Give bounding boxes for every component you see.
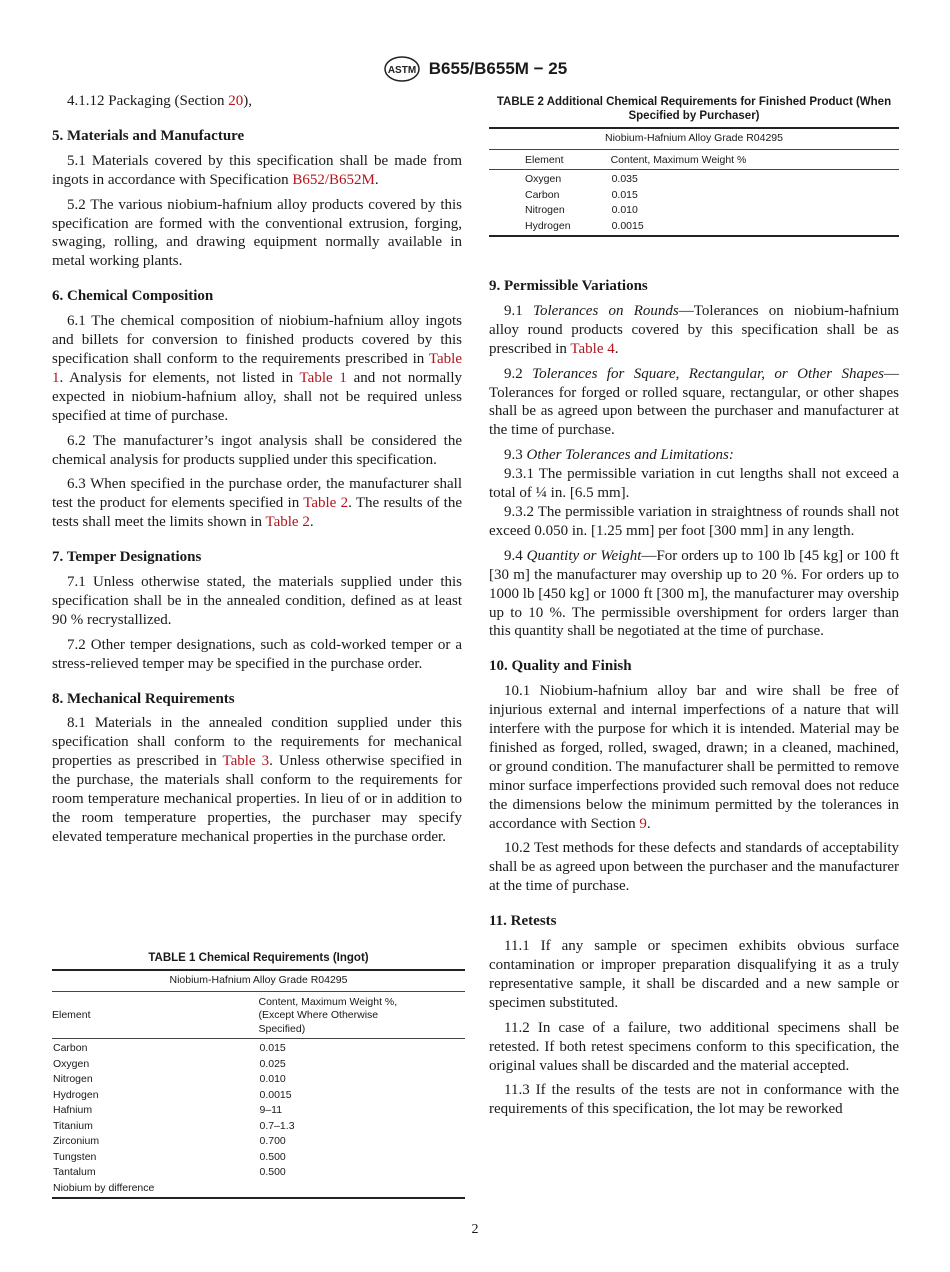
table-row: Zirconium 0.700 — [53, 1135, 286, 1147]
para-9-3: 9.3 Other Tolerances and Limitations: — [504, 447, 734, 464]
table-2-grid — [489, 127, 899, 237]
para-9-1: 9.1 Tolerances on Rounds—Tolerances on niobium-hafnium alloy round products covered by this specification shall be as prescribed in Table 4. — [489, 302, 900, 357]
para-9-3-2: 9.3.2 The permissible variation in straightness of rounds shall not exceed 0.050 in. [1.25 mm] per foot [300 mm] in any length. — [489, 503, 899, 539]
table-3-link[interactable]: Table 3 — [222, 753, 270, 770]
para-11-3: 11.3 If the results of the tests are not in conformance with the requirements of this specification, the lot may be reworked — [489, 1082, 899, 1118]
section-8-heading: 8. Mechanical Requirements — [52, 690, 235, 707]
table-2-col-element: Element — [489, 149, 611, 170]
table-1-link[interactable]: Table 1 — [299, 369, 347, 386]
table-row: Hydrogen 0.0015 — [53, 1088, 292, 1101]
para-10-1: 10.1 Niobium-hafnium alloy bar and wire shall be free of injurious external and internal imperfections of a nature that will interfere with the purpose for which it is intended. Material may be finished as forged, rolled, swaged, drawn; in a cleaned, machined, or ground condition. The manufacturer shall be permitted to remove minor surface imperfections provided such removal does not reduce the dimensions below the minimum permitted by the tolerances in accordance with Section 9. — [489, 683, 899, 832]
right-column — [489, 95, 899, 1125]
table-row: Tungsten 0.500 — [53, 1150, 286, 1163]
section-7-heading: 7. Temper Designations — [52, 549, 202, 566]
left-column — [52, 92, 462, 853]
svg-text:ASTM: ASTM — [387, 65, 416, 76]
table-row: Titanium 0.7–1.3 — [53, 1119, 295, 1132]
table-row: Nitrogen 0.010 — [53, 1073, 286, 1085]
section-9-heading: 9. Permissible Variations — [489, 278, 648, 294]
b652-link[interactable]: B652/B652M — [292, 171, 375, 188]
table-1-col-element: Element — [52, 991, 259, 1039]
para-10-2: 10.2 Test methods for these defects and standards of acceptability shall be as agreed upon between the purchaser and the manufacturer at the time of purchase. — [489, 840, 899, 895]
page-header — [0, 56, 950, 82]
astm-logo-icon — [383, 56, 421, 82]
item-4-1-12: 4.1.12 Packaging (Section 20), — [67, 93, 252, 109]
table-row: Hafnium 9–11 — [53, 1104, 283, 1116]
table-row: Nitrogen 0.010 — [525, 204, 638, 216]
table-2-link[interactable]: Table 2 — [265, 514, 310, 531]
para-9-3-1: 9.3.1 The permissible variation in cut lengths shall not exceed a total of ¼ in. [6.5 mm]. — [489, 466, 899, 502]
table-1-grade: Niobium-Hafnium Alloy Grade R04295 — [52, 970, 465, 991]
para-7-1: 7.1 Unless otherwise stated, the materials supplied under this specification shall be in the annealed condition, defined as at least 90 % recrystallized. — [52, 574, 462, 628]
section-9-link[interactable]: 9 — [639, 815, 647, 832]
page-number: 2 — [471, 1222, 479, 1237]
para-11-2: 11.2 In case of a failure, two additional specimens shall be retested. If both retest specimens conform to this specification, the original values shall be discarded and the material accepted. — [489, 1019, 899, 1074]
table-2-grade: Niobium-Hafnium Alloy Grade R04295 — [489, 128, 899, 149]
para-5-2: 5.2 The various niobium-hafnium alloy products covered by this specification are formed with the conventional extrusion, forging, swaging, rolling, and drawing equipment normally available in metal working plants. — [52, 196, 462, 270]
section-6-heading: 6. Chemical Composition — [52, 288, 214, 305]
para-9-2: 9.2 Tolerances for Square, Rectangular, or Other Shapes—Tolerances for forged or rolled square, rectangular, or other shapes shall be as agreed upon between the purchaser and manufacturer at the time of purchase. — [489, 365, 899, 439]
table-4-link[interactable]: Table 4 — [570, 340, 615, 357]
para-5-1: 5.1 Materials covered by this specification shall be made from ingots in accordance with Specification B652/B652M. — [52, 152, 462, 188]
table-1 — [52, 951, 465, 1199]
para-6-3: 6.3 When specified in the purchase order, the manufacturer shall test the product for elements specified in Table 2. The results of the tests shall meet the limits shown in Table 2. — [52, 476, 462, 531]
section-11-heading: 11. Retests — [489, 913, 557, 930]
para-9-4: 9.4 Quantity or Weight—For orders up to 100 lb [45 kg] or 100 ft [30 m] the manufacturer may overship up to 20 %. For orders up to 1000 lb [450 kg] or 1000 ft [300 m], the manufacturer may overship up to 10 %. The permissible overshipment for orders larger than this quantity shall be negotiated at the time of purchase. — [489, 547, 899, 640]
table-1-col-content: Content, Maximum Weight %, (Except Where Otherwise Specified) — [259, 991, 466, 1039]
table-1-grid — [52, 969, 465, 1199]
table-2-title: TABLE 2 Additional Chemical Requirements for Finished Product (When Specified by Purchaser) — [496, 96, 892, 122]
para-6-1: 6.1 The chemical composition of niobium-hafnium alloy ingots and billets for conversion to finished products covered by this specification shall conform to the requirements prescribed in Table 1. Analysis for elements, not listed in Table 1 and not normally expected in niobium-hafnium alloy, shall not be required unless specified at time of purchase. — [52, 313, 462, 424]
table-row: Niobium by difference — [52, 1181, 465, 1199]
table-row: Carbon 0.015 — [525, 188, 638, 201]
table-row: Hydrogen 0.0015 — [489, 219, 899, 237]
table-2 — [489, 95, 899, 237]
para-6-2: 6.2 The manufacturer’s ingot analysis shall be considered the chemical analysis for products supplied under this specification. — [52, 432, 462, 468]
section-5-heading: 5. Materials and Manufacture — [52, 127, 245, 144]
table-row: Tantalum 0.500 — [53, 1166, 286, 1178]
para-7-2: 7.2 Other temper designations, such as cold-worked temper or a stress-relieved temper may be specified in the purchase order. — [52, 636, 462, 672]
table-1-link[interactable]: Table 1 — [52, 350, 462, 386]
table-2-link[interactable]: Table 2 — [303, 495, 349, 512]
table-row: Oxygen 0.025 — [53, 1057, 286, 1070]
table-row: Oxygen 0.035 — [525, 173, 638, 185]
para-11-1: 11.1 If any sample or specimen exhibits obvious surface contamination or improper preparation disqualifying it as a truly representative sample, it shall be discarded and a new sample or specimen substituted. — [489, 938, 899, 1011]
table-row: Carbon 0.015 — [53, 1042, 286, 1054]
section-20-link[interactable]: 20 — [228, 93, 244, 109]
section-10-heading: 10. Quality and Finish — [489, 658, 632, 675]
table-2-col-content: Content, Maximum Weight % — [611, 149, 899, 170]
document-designation: B655/B655M − 25 — [428, 59, 568, 78]
table-1-title: TABLE 1 Chemical Requirements (Ingot) — [148, 952, 369, 964]
para-8-1: 8.1 Materials in the annealed condition supplied under this specification shall conform to the requirements for mechanical properties as prescribed in Table 3. Unless otherwise specified in the purchase, the materials shall conform to the requirements for room temperature mechanical properties. In lieu of or in addition to the room temperature properties, the purchaser may specify elevated temperature mechanical properties in the purchase order. — [52, 715, 462, 845]
